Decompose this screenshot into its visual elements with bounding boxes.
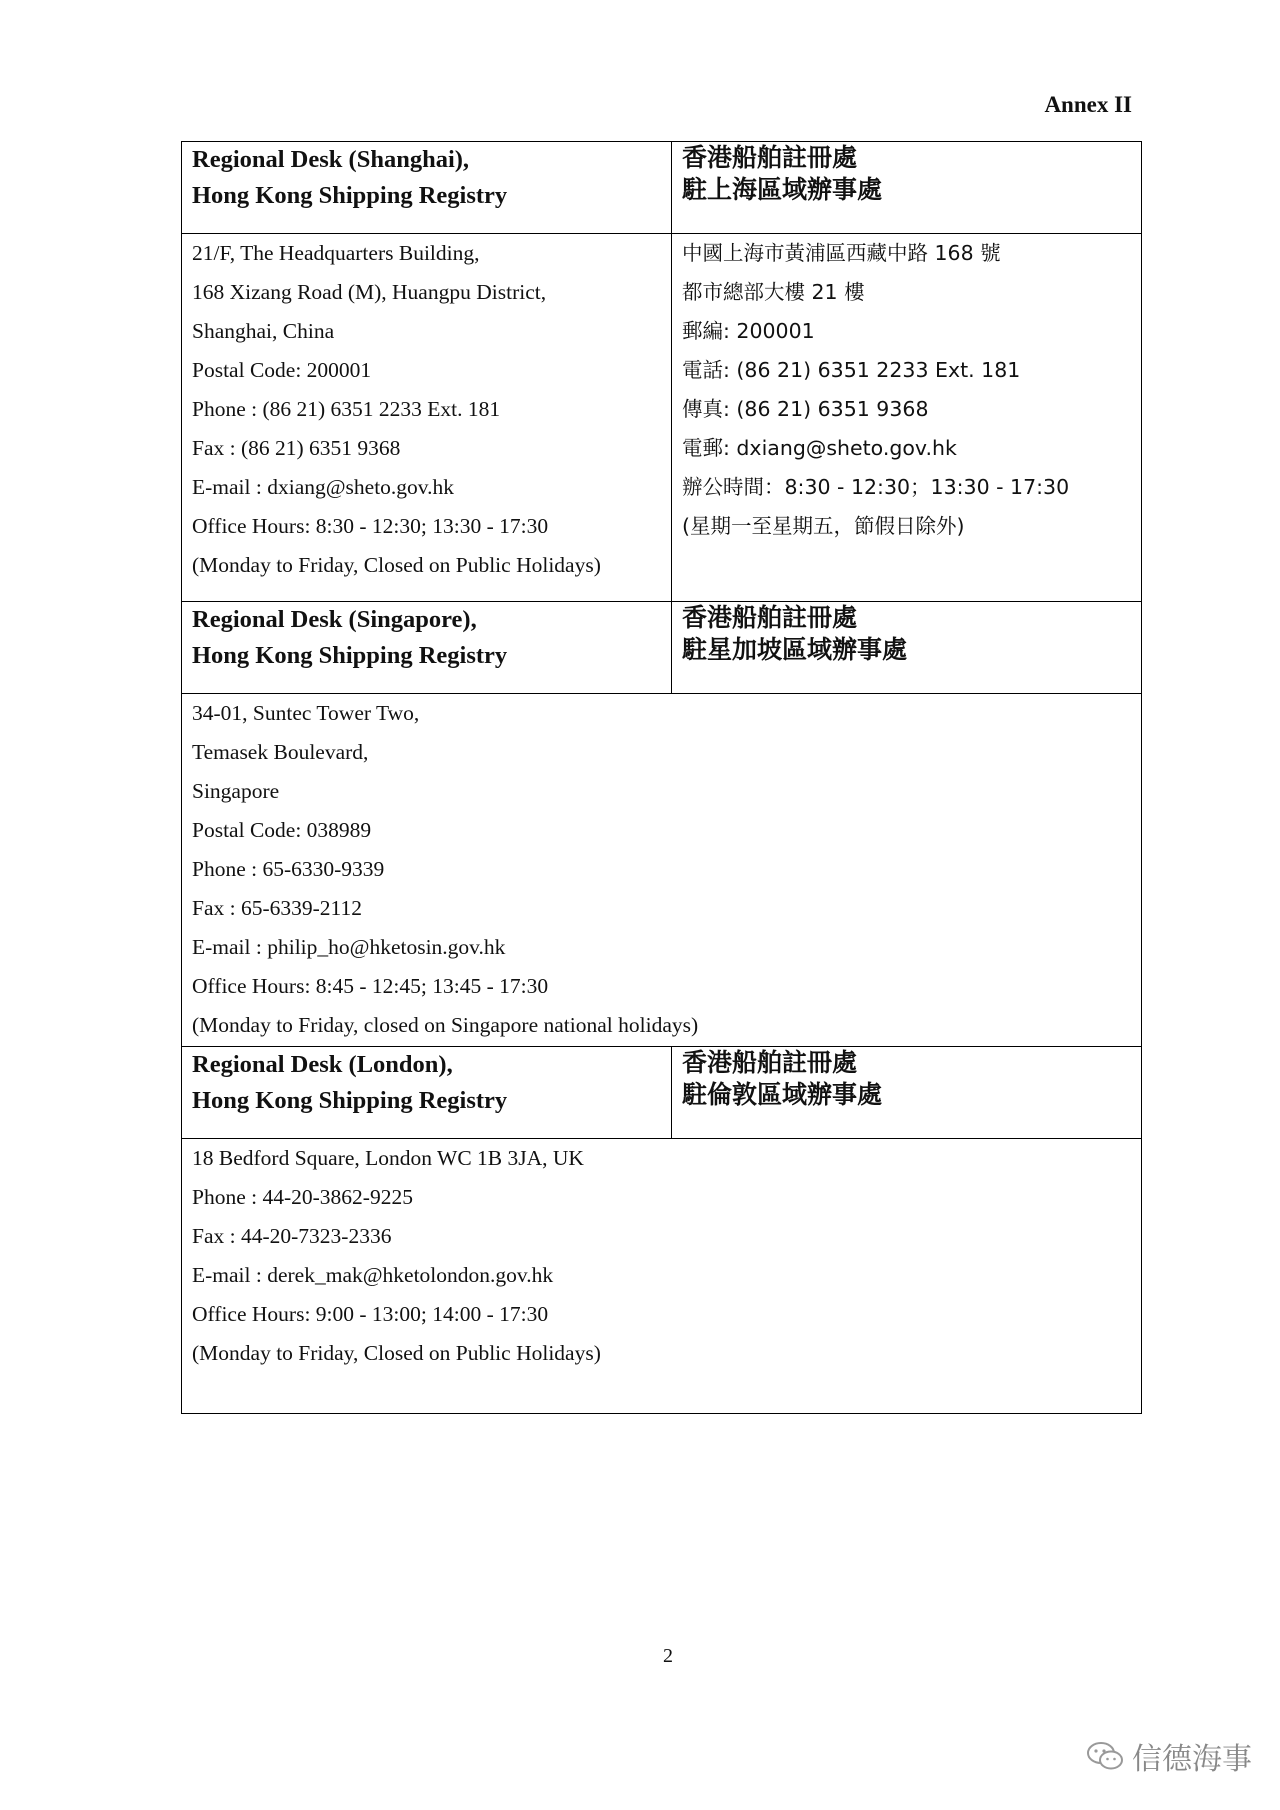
office-hours-note: (Monday to Friday, closed on Singapore national holidays) (192, 1013, 699, 1037)
phone: Phone : (86 21) 6351 2233 Ext. 181 (192, 397, 501, 421)
phone: Phone : 65-6330-9339 (192, 857, 385, 881)
singapore-address-en (182, 694, 1142, 1047)
postal-code: Postal Code: 200001 (192, 358, 372, 382)
london-address-en (182, 1139, 1142, 1414)
address-line: Singapore (192, 779, 280, 803)
singapore-body-row (182, 694, 1142, 1047)
address-line: 168 Xizang Road (M), Huangpu District, (192, 280, 547, 304)
office-hours: Office Hours: 8:45 - 12:45; 13:45 - 17:30 (192, 974, 549, 998)
email: E-mail : dxiang@sheto.gov.hk (192, 475, 455, 499)
office-hours-zh: 辦公時間：8:30 - 12:30；13:30 - 17:30 (682, 475, 1070, 499)
london-body-row (182, 1139, 1142, 1414)
fax-zh: 傳真: (86 21) 6351 9368 (682, 397, 929, 421)
title-en-line: Regional Desk (Singapore), (192, 606, 477, 633)
page-number: 2 (663, 1645, 673, 1667)
singapore-title-zh (672, 602, 1142, 694)
london-title-en (182, 1047, 672, 1139)
wechat-icon (1086, 1741, 1124, 1771)
address-line-zh: 都市總部大樓 21 樓 (682, 280, 865, 304)
email: E-mail : philip_ho@hketosin.gov.hk (192, 935, 506, 959)
fax: Fax : 65-6339-2112 (192, 896, 362, 920)
address-line: Temasek Boulevard, (192, 740, 369, 764)
watermark (1086, 1734, 1252, 1778)
london-title-zh (672, 1047, 1142, 1139)
title-zh-line: 駐倫敦區域辦事處 (682, 1080, 883, 1109)
shanghai-body-row (182, 234, 1142, 602)
address-line: 21/F, The Headquarters Building, (192, 241, 480, 265)
singapore-title-en (182, 602, 672, 694)
singapore-header-row (182, 602, 1142, 694)
office-hours-note-zh: (星期一至星期五，節假日除外) (682, 514, 965, 538)
title-en-line: Regional Desk (Shanghai), (192, 146, 470, 173)
phone-zh: 電話: (86 21) 6351 2233 Ext. 181 (682, 358, 1021, 382)
contact-table (181, 141, 1142, 1414)
title-en-line: Hong Kong Shipping Registry (192, 642, 508, 669)
title-en-line: Hong Kong Shipping Registry (192, 1087, 508, 1114)
address-line: 34-01, Suntec Tower Two, (192, 701, 420, 725)
annex-label: Annex II (1044, 92, 1132, 117)
fax: Fax : 44-20-7323-2336 (192, 1224, 392, 1248)
address-line-zh: 中國上海市黃浦區西藏中路 168 號 (682, 241, 1001, 265)
title-zh-line: 駐星加坡區域辦事處 (682, 635, 908, 664)
title-zh-line: 香港船舶註冊處 (682, 1048, 858, 1077)
shanghai-title-en (182, 142, 672, 234)
email: E-mail : derek_mak@hketolondon.gov.hk (192, 1263, 554, 1287)
office-hours-note: (Monday to Friday, Closed on Public Holidays) (192, 1341, 601, 1365)
title-en-line: Hong Kong Shipping Registry (192, 182, 508, 209)
phone: Phone : 44-20-3862-9225 (192, 1185, 413, 1209)
address-line: Shanghai, China (192, 319, 335, 343)
shanghai-address-en (182, 234, 672, 602)
postal-code: Postal Code: 038989 (192, 818, 372, 842)
london-header-row (182, 1047, 1142, 1139)
office-hours: Office Hours: 9:00 - 13:00; 14:00 - 17:30 (192, 1302, 549, 1326)
title-zh-line: 香港船舶註冊處 (682, 603, 858, 632)
office-hours-note: (Monday to Friday, Closed on Public Holidays) (192, 553, 601, 577)
title-zh-line: 駐上海區域辦事處 (682, 175, 883, 204)
shanghai-address-zh (672, 234, 1142, 602)
shanghai-title-zh (672, 142, 1142, 234)
address-line: 18 Bedford Square, London WC 1B 3JA, UK (192, 1146, 584, 1170)
shanghai-header-row (182, 142, 1142, 234)
title-en-line: Regional Desk (London), (192, 1051, 453, 1078)
title-zh-line: 香港船舶註冊處 (682, 143, 858, 172)
email-zh: 電郵: dxiang@sheto.gov.hk (682, 436, 957, 460)
watermark-text: 信德海事 (1132, 1742, 1252, 1777)
office-hours: Office Hours: 8:30 - 12:30; 13:30 - 17:30 (192, 514, 549, 538)
postal-code-zh: 郵編: 200001 (682, 319, 815, 343)
fax: Fax : (86 21) 6351 9368 (192, 436, 401, 460)
